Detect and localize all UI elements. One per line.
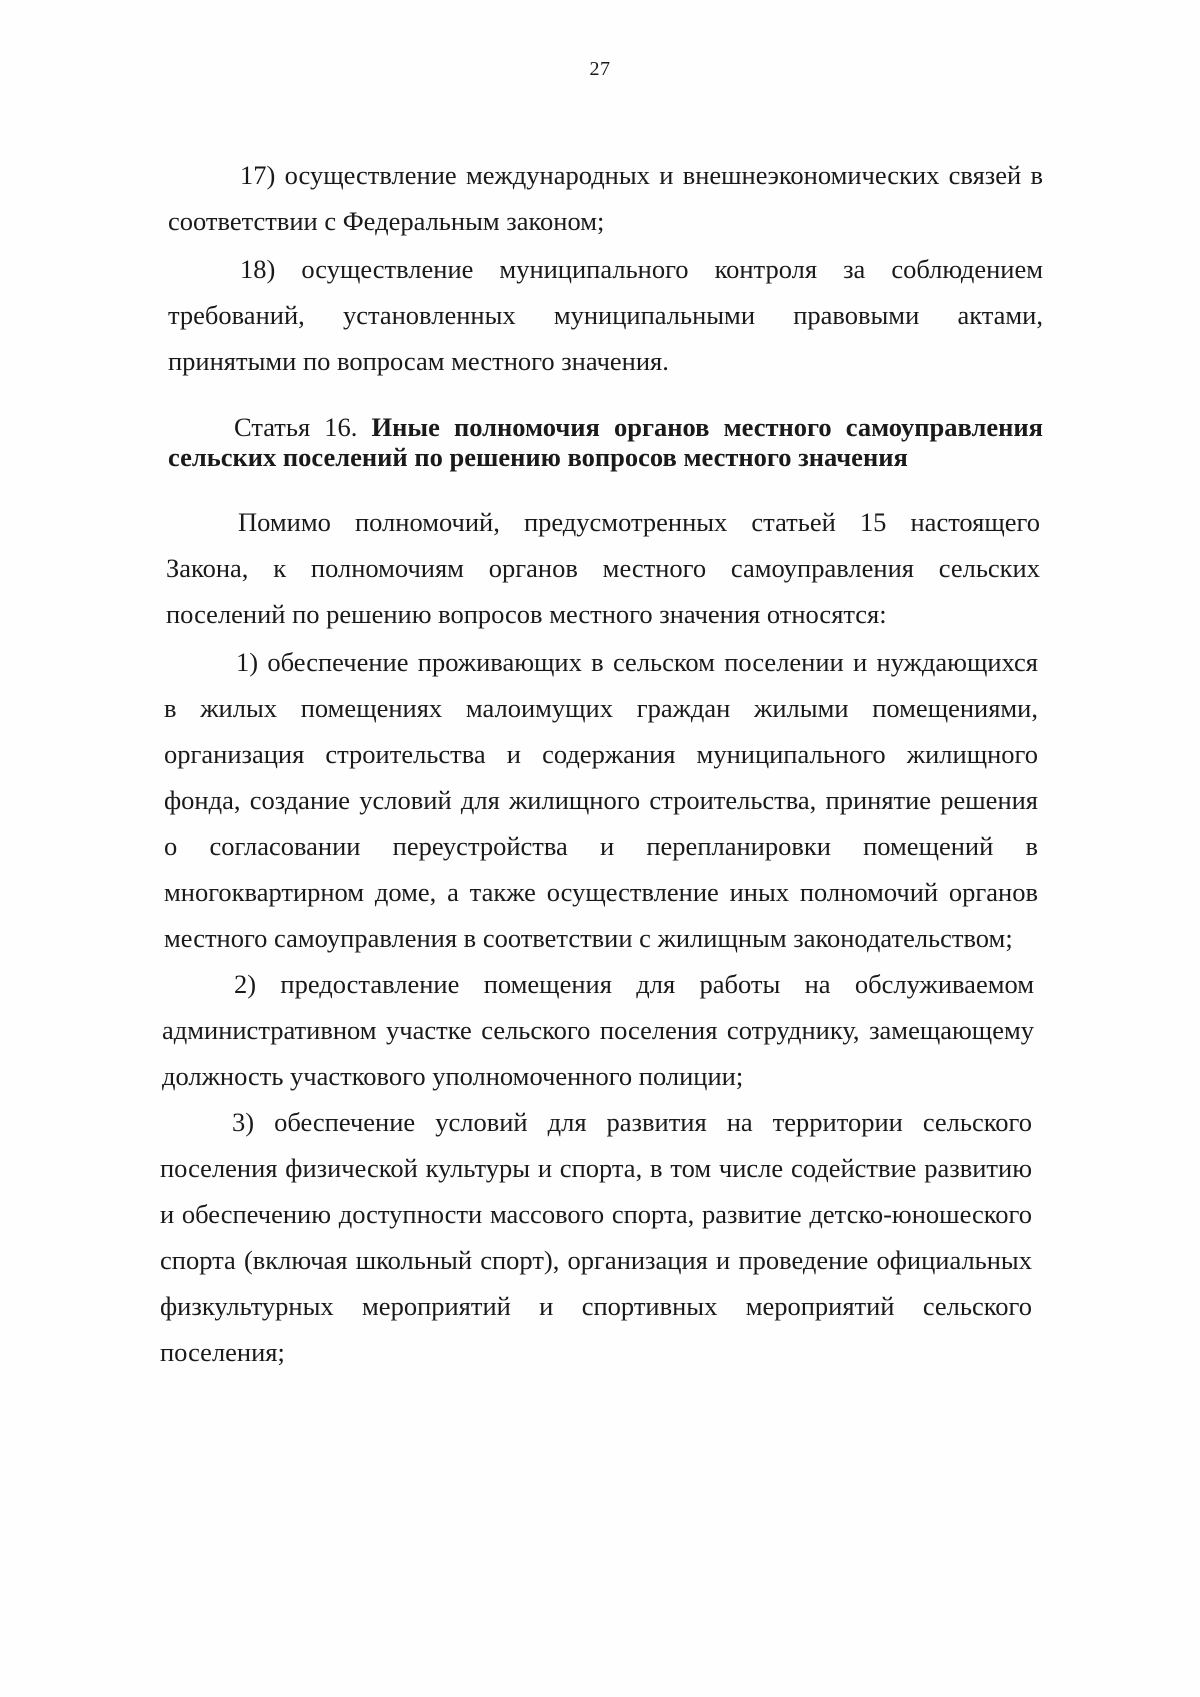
article-number: Статья 16. — [234, 412, 358, 442]
page-number: 27 — [589, 58, 611, 80]
paragraph-item-1: 1) обеспечение проживающих в сельском поселении и нуждающихся в жилых помещениях малоимущих граждан жилыми помещениями, организация строительства и содержания муниципального жилищного фонда, создание условий для жилищного строительства, принятие решения о согласовании переустройства и перепланировки помещений в многоквартирном доме, а также осуществление иных полномочий органов местного самоуправления в соответствии с жилищным законодательством; — [164, 646, 1038, 953]
paragraph-item-17: 17) осуществление международных и внешнеэкономических связей в соответствии с Федеральным законом; — [168, 160, 1043, 236]
paragraph-intro: Помимо полномочий, предусмотренных статьей 15 настоящего Закона, к полномочиям органов местного самоуправления сельских поселений по решению вопросов местного значения относятся: — [166, 506, 1040, 629]
paragraph-item-18: 18) осуществление муниципального контроля за соблюдением требований, установленных муниципальными правовыми актами, принятыми по вопросам местного значения. — [168, 254, 1043, 376]
paragraph-item-3: 3) обеспечение условий для развития на территории сельского поселения физической культуры и спорта, в том числе содействие развитию и обеспечению доступности массового спорта, развитие детско-юношеского спорта (включая школьный спорт), организация и проведение официальных физкультурных мероприятий и спортивных мероприятий сельского поселения; — [160, 1106, 1032, 1367]
article-heading — [168, 412, 1043, 472]
article-title: Иные полномочия органов местного самоуправления сельских поселений по решению вопросов местного значения — [168, 412, 1043, 472]
document-body — [0, 152, 1200, 1375]
paragraph-item-2: 2) предоставление помещения для работы на обслуживаемом административном участке сельского поселения сотруднику, замещающему должность участкового уполномоченного полиции; — [162, 968, 1034, 1091]
